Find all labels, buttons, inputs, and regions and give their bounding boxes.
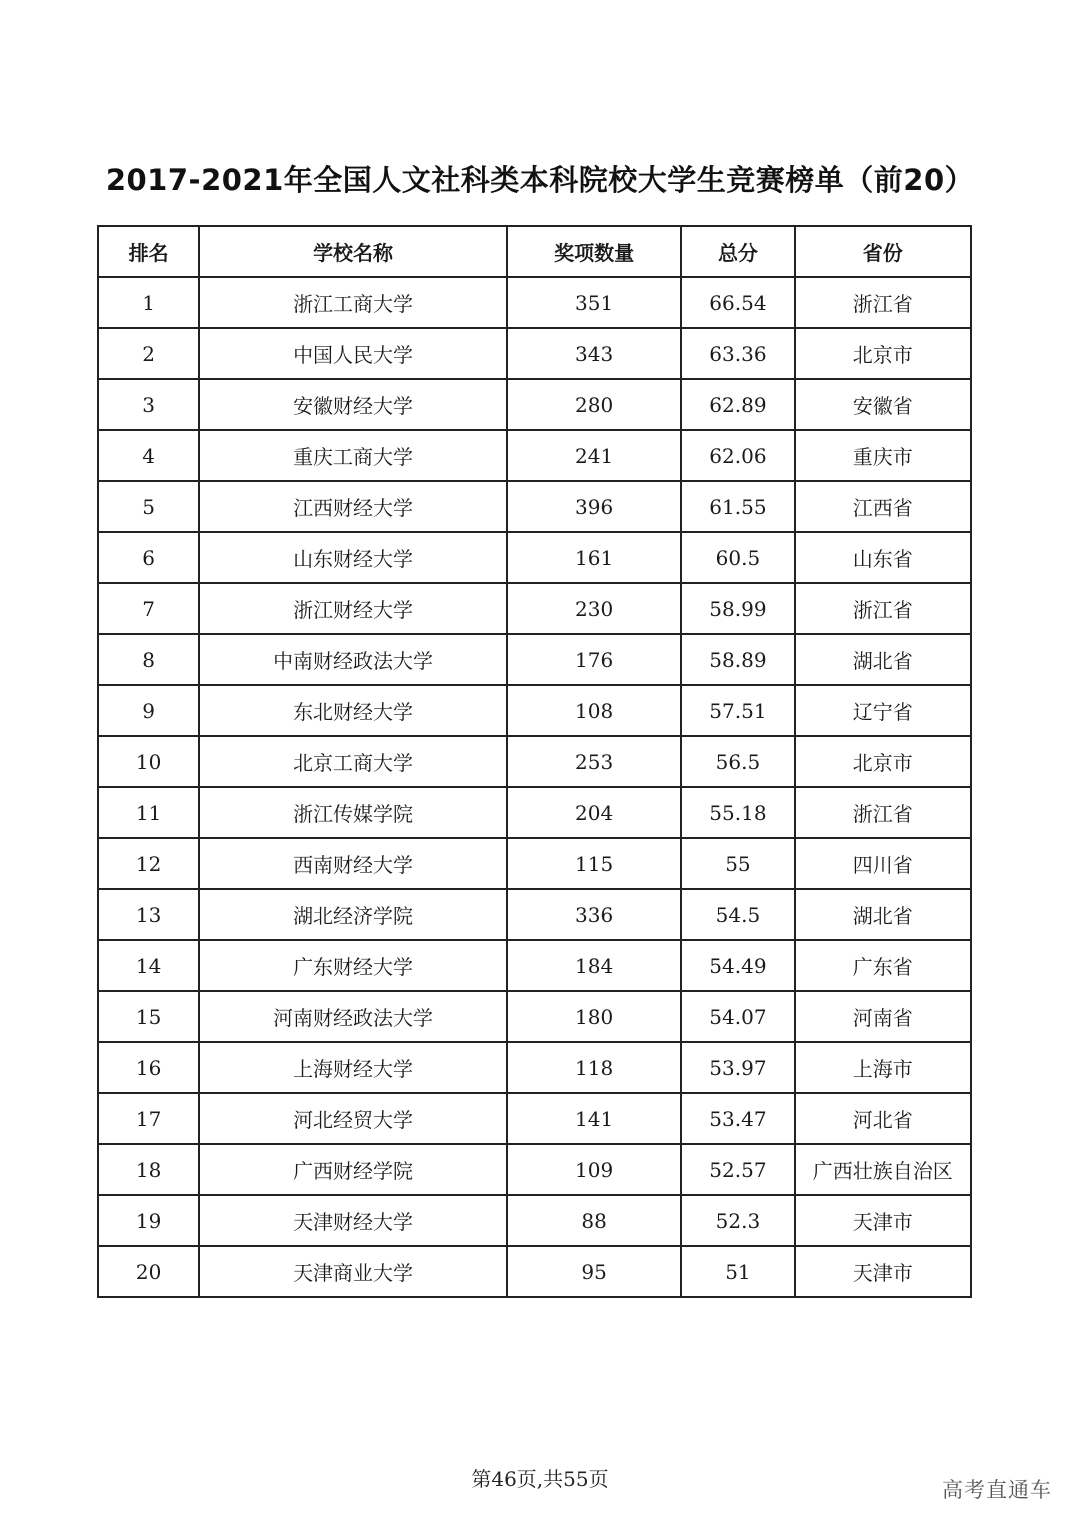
cell-score: 54.49 — [681, 940, 794, 991]
cell-score: 60.5 — [681, 532, 794, 583]
cell-score: 52.3 — [681, 1195, 794, 1246]
cell-school: 上海财经大学 — [199, 1042, 507, 1093]
cell-school: 广西财经学院 — [199, 1144, 507, 1195]
cell-school: 湖北经济学院 — [199, 889, 507, 940]
cell-awards: 336 — [507, 889, 681, 940]
table-row — [98, 838, 971, 889]
cell-school: 浙江工商大学 — [199, 277, 507, 328]
table-row — [98, 736, 971, 787]
cell-awards: 253 — [507, 736, 681, 787]
table-row — [98, 1144, 971, 1195]
cell-school: 安徽财经大学 — [199, 379, 507, 430]
cell-awards: 88 — [507, 1195, 681, 1246]
cell-score: 58.89 — [681, 634, 794, 685]
cell-awards: 161 — [507, 532, 681, 583]
cell-rank: 17 — [98, 1093, 199, 1144]
table-row — [98, 583, 971, 634]
cell-province: 广东省 — [795, 940, 971, 991]
cell-rank: 8 — [98, 634, 199, 685]
cell-province: 辽宁省 — [795, 685, 971, 736]
cell-awards: 204 — [507, 787, 681, 838]
cell-rank: 12 — [98, 838, 199, 889]
cell-province: 四川省 — [795, 838, 971, 889]
cell-rank: 11 — [98, 787, 199, 838]
header-rank: 排名 — [98, 226, 199, 277]
cell-school: 天津商业大学 — [199, 1246, 507, 1297]
table-row — [98, 1093, 971, 1144]
table-row — [98, 685, 971, 736]
table-row — [98, 1042, 971, 1093]
cell-awards: 109 — [507, 1144, 681, 1195]
cell-province: 山东省 — [795, 532, 971, 583]
cell-score: 52.57 — [681, 1144, 794, 1195]
cell-score: 56.5 — [681, 736, 794, 787]
cell-school: 山东财经大学 — [199, 532, 507, 583]
cell-rank: 6 — [98, 532, 199, 583]
cell-province: 江西省 — [795, 481, 971, 532]
table-row — [98, 481, 971, 532]
cell-rank: 3 — [98, 379, 199, 430]
header-province: 省份 — [795, 226, 971, 277]
cell-awards: 176 — [507, 634, 681, 685]
cell-school: 东北财经大学 — [199, 685, 507, 736]
cell-province: 上海市 — [795, 1042, 971, 1093]
table-row — [98, 379, 971, 430]
table-row — [98, 634, 971, 685]
ranking-table — [97, 225, 972, 1298]
cell-awards: 351 — [507, 277, 681, 328]
cell-rank: 2 — [98, 328, 199, 379]
cell-awards: 241 — [507, 430, 681, 481]
cell-rank: 5 — [98, 481, 199, 532]
cell-school: 中国人民大学 — [199, 328, 507, 379]
cell-score: 54.5 — [681, 889, 794, 940]
cell-school: 广东财经大学 — [199, 940, 507, 991]
cell-school: 河北经贸大学 — [199, 1093, 507, 1144]
cell-awards: 184 — [507, 940, 681, 991]
cell-school: 中南财经政法大学 — [199, 634, 507, 685]
table-body — [98, 277, 971, 1297]
cell-score: 54.07 — [681, 991, 794, 1042]
cell-school: 重庆工商大学 — [199, 430, 507, 481]
cell-school: 河南财经政法大学 — [199, 991, 507, 1042]
table-header-row — [98, 226, 971, 277]
cell-school: 西南财经大学 — [199, 838, 507, 889]
cell-awards: 108 — [507, 685, 681, 736]
cell-province: 重庆市 — [795, 430, 971, 481]
header-awards: 奖项数量 — [507, 226, 681, 277]
cell-rank: 16 — [98, 1042, 199, 1093]
cell-province: 河南省 — [795, 991, 971, 1042]
table-row — [98, 430, 971, 481]
cell-awards: 396 — [507, 481, 681, 532]
cell-province: 湖北省 — [795, 634, 971, 685]
cell-score: 66.54 — [681, 277, 794, 328]
cell-awards: 115 — [507, 838, 681, 889]
cell-province: 天津市 — [795, 1246, 971, 1297]
table-row — [98, 277, 971, 328]
cell-rank: 20 — [98, 1246, 199, 1297]
page-title: 2017-2021年全国人文社科类本科院校大学生竞赛榜单（前20） — [105, 163, 975, 197]
table-row — [98, 1195, 971, 1246]
table-row — [98, 328, 971, 379]
cell-province: 河北省 — [795, 1093, 971, 1144]
cell-province: 浙江省 — [795, 787, 971, 838]
cell-rank: 18 — [98, 1144, 199, 1195]
cell-awards: 141 — [507, 1093, 681, 1144]
cell-school: 江西财经大学 — [199, 481, 507, 532]
cell-score: 55 — [681, 838, 794, 889]
table-row — [98, 1246, 971, 1297]
cell-rank: 14 — [98, 940, 199, 991]
cell-province: 湖北省 — [795, 889, 971, 940]
cell-rank: 7 — [98, 583, 199, 634]
cell-province: 北京市 — [795, 328, 971, 379]
table-row — [98, 940, 971, 991]
cell-rank: 15 — [98, 991, 199, 1042]
cell-awards: 95 — [507, 1246, 681, 1297]
watermark: 高考直通车 — [942, 1478, 1052, 1502]
table-row — [98, 991, 971, 1042]
cell-score: 58.99 — [681, 583, 794, 634]
header-school: 学校名称 — [199, 226, 507, 277]
cell-school: 浙江传媒学院 — [199, 787, 507, 838]
cell-province: 浙江省 — [795, 583, 971, 634]
cell-school: 天津财经大学 — [199, 1195, 507, 1246]
cell-score: 51 — [681, 1246, 794, 1297]
table-row — [98, 889, 971, 940]
cell-province: 浙江省 — [795, 277, 971, 328]
cell-rank: 4 — [98, 430, 199, 481]
cell-score: 62.89 — [681, 379, 794, 430]
cell-rank: 9 — [98, 685, 199, 736]
cell-rank: 19 — [98, 1195, 199, 1246]
table-row — [98, 787, 971, 838]
cell-school: 浙江财经大学 — [199, 583, 507, 634]
cell-province: 安徽省 — [795, 379, 971, 430]
cell-awards: 280 — [507, 379, 681, 430]
cell-rank: 13 — [98, 889, 199, 940]
cell-awards: 180 — [507, 991, 681, 1042]
cell-province: 广西壮族自治区 — [795, 1144, 971, 1195]
table-row — [98, 532, 971, 583]
cell-province: 北京市 — [795, 736, 971, 787]
cell-score: 62.06 — [681, 430, 794, 481]
cell-awards: 230 — [507, 583, 681, 634]
cell-score: 61.55 — [681, 481, 794, 532]
page-number: 第46页,共55页 — [471, 1467, 609, 1491]
cell-province: 天津市 — [795, 1195, 971, 1246]
cell-rank: 10 — [98, 736, 199, 787]
cell-score: 63.36 — [681, 328, 794, 379]
cell-score: 53.97 — [681, 1042, 794, 1093]
cell-score: 57.51 — [681, 685, 794, 736]
cell-score: 55.18 — [681, 787, 794, 838]
header-score: 总分 — [681, 226, 794, 277]
cell-rank: 1 — [98, 277, 199, 328]
cell-school: 北京工商大学 — [199, 736, 507, 787]
cell-score: 53.47 — [681, 1093, 794, 1144]
cell-awards: 118 — [507, 1042, 681, 1093]
cell-awards: 343 — [507, 328, 681, 379]
